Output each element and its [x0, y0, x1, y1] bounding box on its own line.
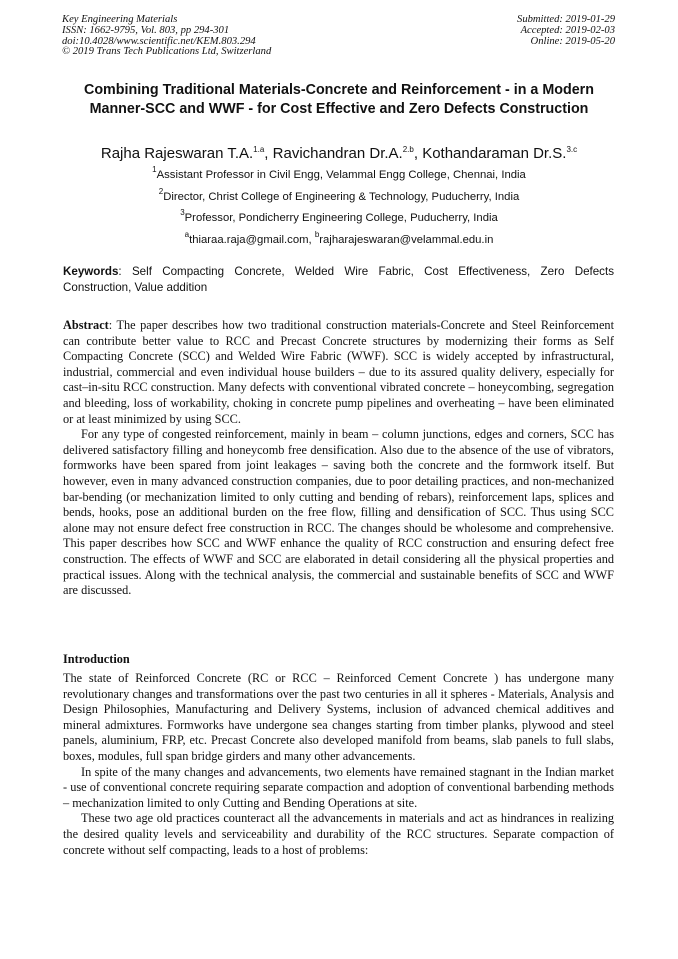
keywords-text: : Self Compacting Concrete, Welded Wire Fabric, Cost Effectiveness, Zero Defects Construction, Value addition — [63, 265, 614, 294]
email-sup: b — [314, 230, 320, 239]
author-name: Kothandaraman Dr.S. — [422, 145, 567, 162]
journal-name: Key Engineering Materials — [62, 14, 178, 25]
affiliation — [40, 208, 638, 225]
affiliation — [40, 165, 638, 182]
intro-paragraph: These two age old practices counteract all the advancements in materials and act as hindrances in realizing the desired quality levels and serviceability and durability of the RCC structures. Separate compaction of concrete without self compacting, leads to a host of problems: — [63, 811, 614, 857]
author-list: Rajha Rajeswaran T.A.$^{1.a}$, Ravichandran Dr.A.$^{2.b}$, Kothandaraman Dr.S.$^{3.c}$ — [100, 145, 578, 162]
author-sup: 1.a — [253, 145, 265, 154]
keywords-label: Keywords — [63, 265, 119, 278]
keywords — [63, 264, 614, 296]
author-name: Rajha Rajeswaran T.A. — [100, 145, 254, 162]
affiliation-text: Professor, Pondicherry Engineering College, Puducherry, India — [184, 212, 498, 224]
affiliation — [40, 187, 638, 204]
intro-paragraph: In spite of the many changes and advancements, two elements have remained stagnant in the Indian market - use of conventional concrete requiring separate compaction and adoption of conventional barbending methods – mechanization limited to only Cutting and Bending Operations at site. — [63, 764, 614, 810]
abstract-label: Abstract — [63, 318, 109, 332]
author-sup: 2.b — [402, 145, 414, 154]
email-link: thiaraa.raja@gmail.com, — [189, 234, 315, 246]
affiliation-sup: 1 — [152, 165, 157, 174]
journal-info — [62, 15, 271, 58]
accepted-date: Accepted: 2019-02-03 — [520, 24, 615, 36]
intro-paragraph: The state of Reinforced Concrete (RC or RCC – Reinforced Cement Concrete ) has undergone many revolutionary changes and transformations over the past two centuries in all it spheres - Materials, Analysis and Design Philosophies, Manufacturing and Delivery Systems, inclusion of advanced chemical additives and mineral admixtures. Formworks have undergone sea changes starting from timber planks, plywood and steel panels, aluminium, FRP, etc. Precast Concrete also developed manifold from beams, slab panels to full slabs, boxes, modules, full span bridge girders and many other advancements. — [63, 671, 614, 763]
affiliation-sup: 3 — [180, 208, 185, 217]
abstract-text: : The paper describes how two traditional construction materials-Concrete and Steel Reinforcement can contribute better value to RCC and Precast Concrete structures by modernizing their forms as Self Compacting Concrete (SCC) and Welded Wire Fabric (WWF). SCC is widely accepted by infrastructural, industrial, commercial and even individual house builders – due to its assured quality delivery, especially for cast–in-situ RCC construction. Many defects with conventional vibrated concrete – honeycombing, segregation and bleeding, loss of workability, choking in concrete pump pipelines and overheating – have been eliminated or at least minimized by using SCC. — [63, 318, 614, 426]
submission-dates — [517, 15, 615, 47]
abstract-paragraph — [63, 318, 614, 427]
author-name: Ravichandran Dr.A. — [272, 145, 403, 162]
introduction-body — [63, 671, 614, 858]
affiliation-text: Assistant Professor in Civil Engg, Velammal Engg College, Chennai, India — [156, 169, 526, 181]
affiliation-sup: 2 — [158, 187, 164, 196]
abstract-paragraph: For any type of congested reinforcement, mainly in beam – column junctions, edges and corners, SCC has delivered satisfactory filling and honeycomb free densification. Also due to the absence of the use of vibrators, formworks have been spared from joint leakages – saving both the concrete and the formwork itself. But however, even in many advanced construction companies, due to poor detailing practices, and non-mechanized bar-bending (or mechanization limited to only cutting and bending of rebars), reinforcement laps, splices and bends, hooks, pose an additional burden on the free flow, filling and densification of SCC. Thus using SCC alone may not ensure defect free construction in RCC. The changes should be wholesome and comprehensive. This paper describes how SCC and WWF enhance the quality of RCC construction and ensuring defect free construction. The effects of WWF and SCC are elaborated in detail considering all the physical properties and practical issues. Along with the technical analysis, the commercial and sustainable benefits of SCC and WWF are discussed. — [63, 427, 614, 598]
submitted-date: Submitted: 2019-01-29 — [517, 14, 615, 25]
abstract — [63, 318, 614, 599]
email-link: rajharajeswaran@velammal.edu.in — [319, 234, 494, 246]
paper-title: Combining Traditional Materials-Concrete and Reinforcement - in a Modern Manner-SCC and WWF - for Cost Effective and Zero Defects Construction — [84, 82, 594, 117]
email-sup: a — [184, 230, 190, 239]
doi-line: doi:10.4028/www.scientific.net/KEM.803.294 — [62, 35, 256, 47]
author-emails — [40, 230, 638, 247]
introduction-heading: Introduction — [63, 652, 130, 666]
issn-line: ISSN: 1662-9795, Vol. 803, pp 294-301 — [62, 24, 230, 36]
author-sup: 3.c — [566, 145, 578, 154]
copyright-line: © 2019 Trans Tech Publications Ltd, Switzerland — [62, 46, 272, 58]
affiliation-text: Director, Christ College of Engineering & Technology, Puducherry, India — [163, 191, 520, 203]
online-date: Online: 2019-05-20 — [530, 35, 615, 47]
